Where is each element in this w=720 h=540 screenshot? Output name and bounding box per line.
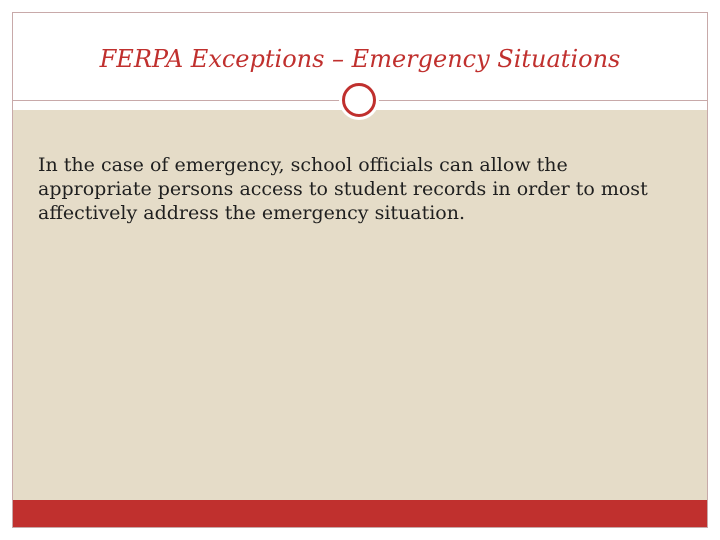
body-text: In the case of emergency, school officials can allow the appropriate persons access to student records in order to most affectively address the emergency situation. bbox=[38, 154, 648, 224]
footer-bar bbox=[13, 500, 707, 528]
slide bbox=[12, 12, 708, 528]
circle-ornament-icon bbox=[339, 80, 379, 120]
slide-title: FERPA Exceptions – Emergency Situations bbox=[99, 45, 621, 73]
content-area bbox=[13, 110, 707, 500]
circle-ring bbox=[342, 83, 376, 117]
